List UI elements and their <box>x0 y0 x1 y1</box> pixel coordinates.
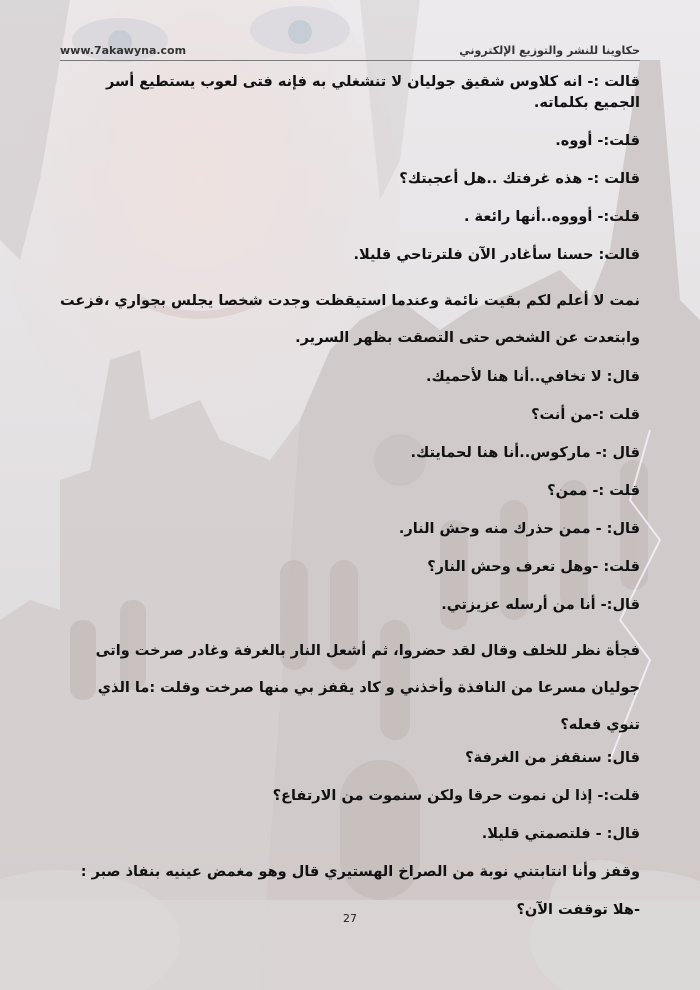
paragraph: قالت :- انه كلاوس شقيق جوليان لا تنشغلي به فإنه فتى لعوب يستطيع أسر الجميع بكلماته. <box>105 74 640 111</box>
paragraph: قال: - فلتصمتي قليلا. <box>481 826 640 842</box>
paragraph: قلت :- ممن؟ <box>547 483 640 499</box>
paragraph: قال: - ممن حذرك منه وحش النار. <box>398 521 640 537</box>
page-number: 27 <box>343 912 357 925</box>
paragraph: قلت :-من أنت؟ <box>531 407 640 423</box>
story-text <box>60 72 640 938</box>
paragraph: قال :- ماركوس..أنا هنا لحمايتك. <box>410 445 640 461</box>
paragraph: قلت:- أووه. <box>555 133 640 149</box>
paragraph: فجأة نظر للخلف وقال لقد حضروا، ثم أشعل النار بالغرفة وغادر صرخت واتى جوليان مسرعا من النافذة وأخذني و كاد يقفز بي منها صرخت وقلت :ما الذي تنوي فعله؟ <box>95 643 640 733</box>
paragraph: قلت: -وهل تعرف وحش النار؟ <box>427 559 640 575</box>
paragraph: قال:- أنا من أرسله عزيزتي. <box>441 597 640 613</box>
paragraph: وقفز وأنا انتابتني نوبة من الصراخ الهستيري قال وهو مغمض عينيه بنفاذ صبر : <box>80 864 640 880</box>
paragraph: قال: سنقفز من الغرفة؟ <box>465 750 640 766</box>
header-divider <box>60 60 640 61</box>
paragraph: نمت لا أعلم لكم بقيت نائمة وعندما استيقظت وجدت شخصا يجلس بجواري ،فزعت وابتعدت عن الشخص حتى التصقت بظهر السرير. <box>60 293 640 346</box>
paragraph: قلت:- أوووه..أنها رائعة . <box>464 209 640 225</box>
paragraph: قال: لا تخافي..أنا هنا لأحميك. <box>425 369 640 385</box>
paragraph: -هلا توقفت الآن؟ <box>516 902 640 918</box>
paragraph: قلت:- إذا لن نموت حرقا ولكن سنموت من الارتفاع؟ <box>272 788 640 804</box>
website-url: www.7akawyna.com <box>60 43 187 57</box>
page-header <box>60 40 640 60</box>
paragraph: قالت: حسنا سأغادر الآن فلترتاحي قليلا. <box>353 247 640 263</box>
paragraph: قالت :- هذه غرفتك ..هل أعجبتك؟ <box>399 171 640 187</box>
publisher-name: حكاوينا للنشر والتوزيع الإلكتروني <box>459 43 640 57</box>
